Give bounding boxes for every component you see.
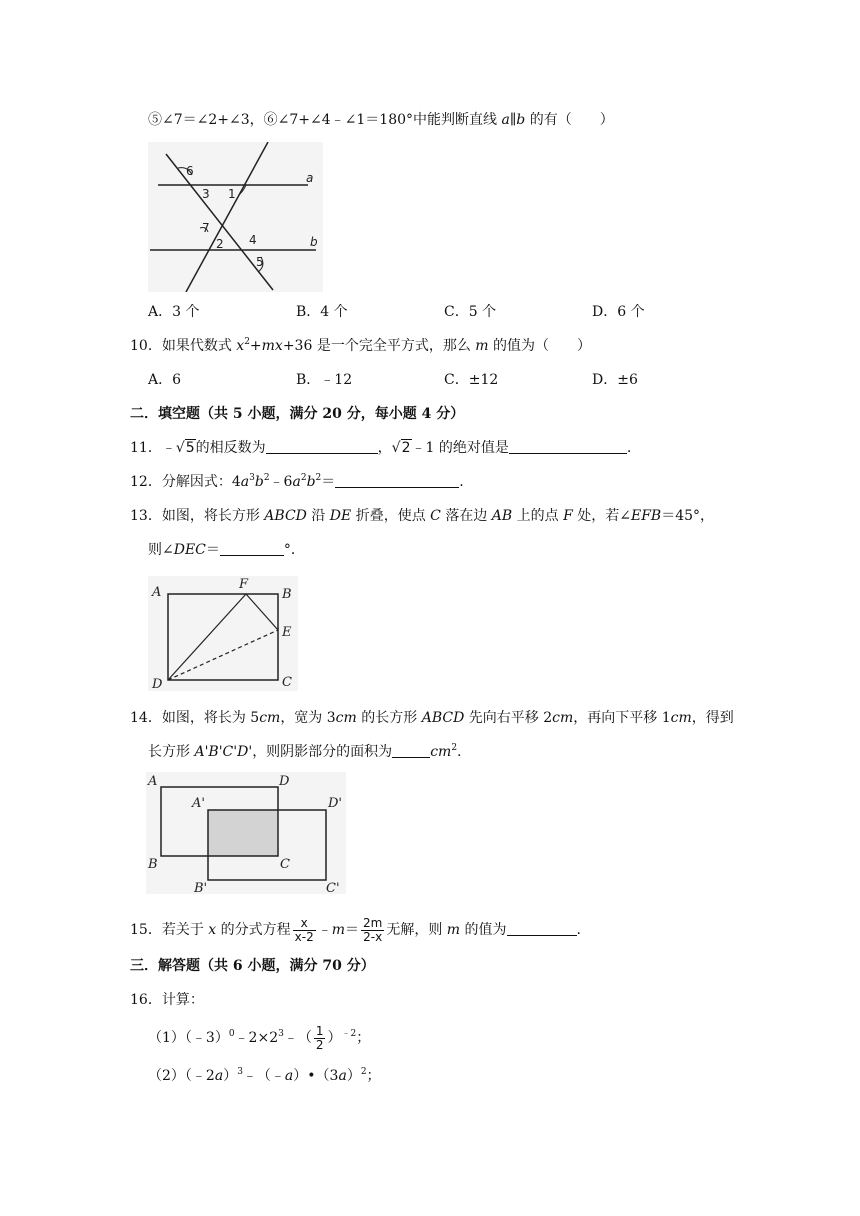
q16-p1-fraction bbox=[314, 1025, 326, 1052]
q14-cm-3: cm bbox=[552, 710, 574, 726]
q13-efb: EFB bbox=[631, 508, 662, 524]
q15-text-6: 的值为 bbox=[460, 922, 507, 938]
q10-text-1: 如果代数式 bbox=[161, 338, 237, 354]
q16-number: 16． bbox=[130, 992, 162, 1008]
q14-text-1: 如图，将长为 5 bbox=[161, 710, 260, 726]
q13-l2-text-c: °． bbox=[283, 542, 305, 558]
q13-f: F bbox=[563, 508, 573, 524]
q9-option-c: C．5 个 bbox=[444, 304, 497, 320]
q10-option-b: B．﹣12 bbox=[296, 372, 353, 388]
q11-sqrt-2: √2 bbox=[391, 440, 411, 456]
q9-parallel: ∥ bbox=[509, 112, 517, 128]
q12-b1: b bbox=[254, 474, 264, 490]
q11-number: 11． bbox=[130, 440, 162, 456]
q10-option-c: C．±12 bbox=[444, 372, 499, 388]
q15-frac1-num: x bbox=[293, 917, 316, 931]
q14-text-3: 的长方形 bbox=[356, 710, 422, 726]
q15-text-3: ﹣ bbox=[317, 922, 332, 938]
fig14-label-d: D bbox=[279, 774, 290, 789]
q11-end: . bbox=[626, 440, 632, 456]
q14-l2-text-a: 长方形 bbox=[148, 744, 195, 760]
fig13-label-e: E bbox=[282, 625, 292, 640]
q12-a1: a bbox=[240, 474, 250, 490]
q16-p1-exp-neg2: ﹣2 bbox=[341, 1029, 357, 1039]
q14-cm-4: cm bbox=[670, 710, 692, 726]
q9-option-d: D．6 个 bbox=[592, 304, 645, 320]
fig14-label-a: A bbox=[148, 774, 158, 789]
q16-p1-text-b: ﹣2×2 bbox=[234, 1030, 279, 1046]
q10-option-a: A．6 bbox=[148, 372, 182, 388]
q13-statement bbox=[130, 506, 714, 526]
q13-dec: DEC bbox=[173, 542, 206, 558]
q12-e2: 2 bbox=[263, 473, 270, 483]
section-3-heading: 三．解答题（共 6 小题，满分 70 分） bbox=[130, 958, 375, 974]
q11-comma: ， bbox=[377, 440, 392, 456]
q13-ab: AB bbox=[491, 508, 513, 524]
q11-statement bbox=[130, 438, 631, 458]
q14-number: 14． bbox=[130, 710, 162, 726]
q15-blank[interactable] bbox=[507, 921, 577, 936]
q14-text-5: ，再向下平移 1 bbox=[573, 710, 671, 726]
q13-statement-line2 bbox=[148, 540, 305, 560]
q14-text-2: ，宽为 3 bbox=[280, 710, 336, 726]
q14-exp: 2 bbox=[451, 743, 458, 753]
fig13-label-c: C bbox=[282, 675, 292, 690]
fig9-label-3: 3 bbox=[202, 187, 210, 201]
q16-p2-exp1: 3 bbox=[237, 1067, 243, 1077]
q13-blank[interactable] bbox=[220, 541, 284, 556]
fig14-label-b: B bbox=[148, 857, 158, 872]
q12-e1: 3 bbox=[249, 473, 255, 483]
q15-end: . bbox=[576, 922, 581, 938]
q15-text-2: 的分式方程 bbox=[216, 922, 291, 938]
q16-title-text: 计算： bbox=[161, 992, 204, 1008]
q16-p1-text-d: ） bbox=[327, 1030, 342, 1046]
q10-exp: 2 bbox=[244, 337, 250, 347]
q15-fraction-2 bbox=[361, 917, 384, 944]
q16-p2-text-a: （2）（﹣2 bbox=[148, 1068, 215, 1084]
section-2-heading: 二．填空题（共 5 小题，满分 20 分，每小题 4 分） bbox=[130, 406, 465, 422]
q13-abcd: ABCD bbox=[264, 508, 307, 524]
q16-p2-text-d: ）•（3 bbox=[293, 1068, 339, 1084]
q14-text-6: ，得到 bbox=[691, 710, 734, 726]
fig9-label-1: 1 bbox=[228, 187, 236, 201]
q16-p2-var-3: a bbox=[338, 1068, 347, 1084]
q10-var-x: x bbox=[236, 338, 245, 354]
q10-statement bbox=[130, 336, 591, 356]
q15-text-1: 若关于 bbox=[161, 922, 209, 938]
q16-p1-text-a: （1）（﹣3） bbox=[148, 1030, 229, 1046]
q13-text-6: 处，若∠ bbox=[572, 508, 631, 524]
q15-number: 15． bbox=[130, 922, 162, 938]
q10-mx: mx bbox=[261, 338, 283, 354]
q16-part-2 bbox=[148, 1066, 381, 1086]
q12-blank[interactable] bbox=[335, 473, 459, 488]
q14-abcd-prime: A'B'C'D' bbox=[194, 744, 253, 760]
q13-text-3: 折叠，使点 bbox=[351, 508, 431, 524]
q9-text-a: ⑤∠7＝∠2+∠3，⑥∠7+∠4﹣∠1＝180°中能判断直线 bbox=[148, 112, 502, 128]
q14-end: . bbox=[457, 744, 462, 760]
q15-frac1-den: x-2 bbox=[294, 929, 314, 944]
q10-option-d: D．±6 bbox=[592, 372, 638, 388]
q15-frac2-den: 2-x bbox=[363, 929, 383, 944]
q12-e3: 2 bbox=[300, 473, 307, 483]
q10-number: 10． bbox=[130, 338, 162, 354]
q15-var-x: x bbox=[208, 922, 217, 938]
q11-radicand-2: 2 bbox=[401, 440, 411, 456]
q14-text-4: 先向右平移 2 bbox=[464, 710, 553, 726]
q15-text-4: ＝ bbox=[345, 922, 359, 938]
fig14-label-a-prime: A' bbox=[192, 796, 205, 811]
q13-text-1: 如图，将长方形 bbox=[161, 508, 265, 524]
fig9-label-b: b bbox=[310, 235, 318, 249]
q9-figure bbox=[148, 142, 323, 292]
q16-title bbox=[130, 990, 204, 1010]
q12-a2: a bbox=[292, 474, 301, 490]
q16-p2-end: ； bbox=[366, 1068, 381, 1084]
q11-radicand-1: 5 bbox=[185, 440, 195, 456]
fig14-label-c: C bbox=[280, 857, 290, 872]
fig13-label-f: F bbox=[239, 577, 249, 592]
q11-blank-2[interactable] bbox=[509, 439, 627, 454]
q16-p1-frac-num: 1 bbox=[315, 1023, 324, 1038]
q11-text-2: ﹣1 的绝对值是 bbox=[411, 440, 509, 456]
fig9-label-2: 2 bbox=[216, 237, 224, 251]
q11-text-1: 的相反数为 bbox=[195, 440, 266, 456]
q14-l2-text-b: ，则阴影部分的面积为 bbox=[252, 744, 393, 760]
q13-l2-text-b: ＝ bbox=[205, 542, 220, 558]
q16-p1-text-c: ﹣（ bbox=[283, 1030, 312, 1046]
q13-c: C bbox=[430, 508, 441, 524]
segment-de-dashed bbox=[168, 630, 278, 680]
q16-p2-exp2: 2 bbox=[360, 1067, 367, 1077]
segment-fe bbox=[246, 594, 278, 630]
q16-p2-text-c: ﹣（﹣ bbox=[242, 1068, 285, 1084]
q10-var-m: m bbox=[475, 338, 489, 354]
q9-text-b: 的有（ ） bbox=[525, 112, 614, 128]
fig9-label-a: a bbox=[306, 171, 314, 185]
q14-abcd: ABCD bbox=[421, 710, 465, 726]
q14-statement-line2 bbox=[148, 742, 462, 762]
fig9-label-5: 5 bbox=[256, 255, 264, 269]
q14-cm-5: cm bbox=[430, 744, 452, 760]
q12-text-2: ﹣6 bbox=[269, 474, 293, 490]
q10-text-2: + bbox=[249, 338, 262, 354]
q12-b2: b bbox=[306, 474, 316, 490]
q9-var-b: b bbox=[516, 112, 526, 128]
q13-text-5: 上的点 bbox=[512, 508, 564, 524]
fig9-label-4: 4 bbox=[249, 233, 257, 247]
q16-p1-exp0: 0 bbox=[228, 1029, 235, 1039]
q15-var-m2: m bbox=[446, 922, 461, 938]
q16-p2-var-1: a bbox=[214, 1068, 224, 1084]
fig13-label-d: D bbox=[152, 677, 163, 691]
q9-statement bbox=[148, 110, 614, 130]
fig13-label-b: B bbox=[282, 587, 292, 602]
rect-abcd bbox=[168, 594, 278, 680]
q12-text-3: ＝ bbox=[321, 474, 336, 490]
q12-text-1: 分解因式：4 bbox=[161, 474, 241, 490]
q12-number: 12． bbox=[130, 474, 162, 490]
q13-text-2: 沿 bbox=[306, 508, 330, 524]
q13-figure bbox=[148, 576, 298, 691]
segment-df bbox=[168, 594, 246, 680]
q16-p1-frac-den: 2 bbox=[315, 1037, 324, 1052]
fig9-label-7: 7 bbox=[202, 221, 210, 235]
q14-cm-1: cm bbox=[259, 710, 281, 726]
transversal-1 bbox=[186, 142, 268, 292]
fig14-label-c-prime: C' bbox=[326, 881, 340, 894]
q12-e4: 2 bbox=[315, 473, 322, 483]
q13-text-7: ＝45°， bbox=[661, 508, 715, 524]
q12-statement bbox=[130, 472, 464, 492]
q13-de: DE bbox=[329, 508, 352, 524]
transversal-2 bbox=[166, 154, 273, 290]
q16-part-1 bbox=[148, 1022, 370, 1054]
q9-var-a: a bbox=[501, 112, 510, 128]
q16-p2-text-b: ） bbox=[223, 1068, 238, 1084]
q16-p2-var-2: a bbox=[284, 1068, 294, 1084]
q10-text-3: +36 是一个完全平方式，那么 bbox=[282, 338, 476, 354]
q15-frac2-num: 2m bbox=[363, 915, 383, 930]
q16-p1-end: ； bbox=[356, 1030, 371, 1046]
q13-l2-text-a: 则∠ bbox=[148, 542, 174, 558]
q14-figure bbox=[146, 772, 346, 894]
q12-end: . bbox=[459, 474, 464, 490]
fig14-label-b-prime: B' bbox=[194, 881, 208, 894]
q10-text-4: 的值为（ ） bbox=[488, 338, 592, 354]
q9-option-b: B．4 个 bbox=[296, 304, 348, 320]
fig13-label-a: A bbox=[152, 585, 162, 600]
fig9-label-6: 6 bbox=[186, 164, 194, 178]
q11-blank-1[interactable] bbox=[266, 439, 378, 454]
shaded-region bbox=[208, 810, 278, 856]
q16-p1-exp3: 3 bbox=[278, 1029, 284, 1039]
fig14-label-d-prime: D' bbox=[328, 796, 342, 811]
q15-var-m: m bbox=[331, 922, 345, 938]
q14-cm-2: cm bbox=[335, 710, 357, 726]
q15-statement bbox=[130, 912, 581, 948]
q9-option-a: A．3 个 bbox=[148, 304, 200, 320]
q15-text-5: 无解，则 bbox=[386, 922, 447, 938]
q11-neg: ﹣ bbox=[161, 440, 176, 456]
q14-statement bbox=[130, 708, 734, 728]
q11-sqrt-5: √5 bbox=[175, 440, 195, 456]
q13-text-4: 落在边 bbox=[440, 508, 492, 524]
q15-fraction-1 bbox=[293, 917, 316, 944]
q16-p2-text-f: ） bbox=[346, 1068, 361, 1084]
q13-number: 13． bbox=[130, 508, 162, 524]
q14-blank[interactable] bbox=[392, 743, 430, 758]
